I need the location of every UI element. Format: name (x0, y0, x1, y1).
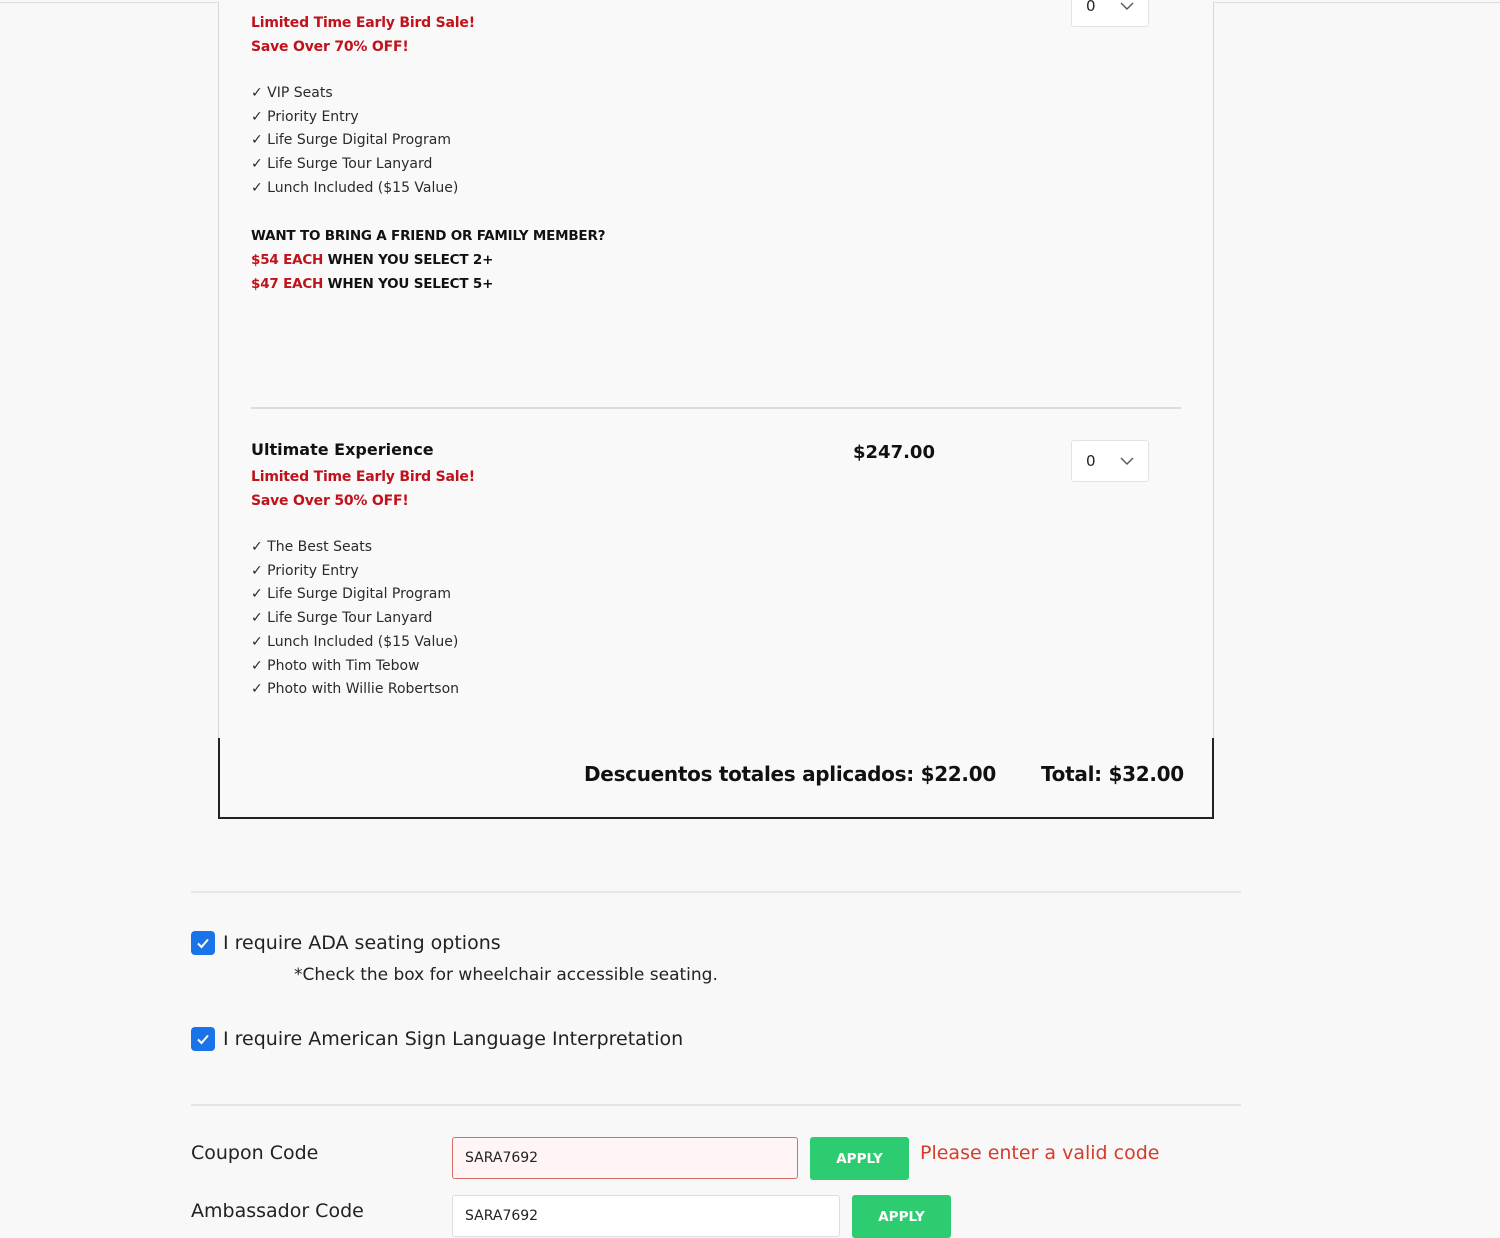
ambassador-code-label: Ambassador Code (191, 1200, 364, 1222)
perks-list (251, 536, 1181, 702)
perk-item: ✓ Lunch Included ($15 Value) (251, 179, 459, 196)
sale-banner-line1: Limited Time Early Bird Sale! (251, 15, 475, 31)
perk-item: ✓ Photo with Willie Robertson (251, 681, 460, 698)
ambassador-code-input[interactable] (452, 1195, 840, 1237)
perk-item: ✓ Life Surge Digital Program (251, 586, 452, 603)
perk-item: ✓ VIP Seats (251, 85, 333, 101)
asl-option[interactable] (191, 1027, 683, 1051)
ada-label: I require ADA seating options (223, 932, 501, 954)
ticket-panel (218, 2, 1214, 738)
promo-tier-1 (251, 248, 1181, 272)
promo-tier-2 (251, 272, 1181, 296)
section-divider (191, 891, 1241, 893)
promo-tier-2-text: WHEN YOU SELECT 5+ (323, 275, 494, 292)
chevron-down-icon (1120, 0, 1134, 13)
ticket-divider (251, 407, 1181, 409)
section-divider (191, 1104, 1241, 1106)
perk-item: ✓ Life Surge Tour Lanyard (251, 156, 433, 173)
sale-banner-line2: Save Over 70% OFF! (251, 39, 409, 55)
ada-checkbox[interactable] (191, 931, 215, 955)
checkmark-icon (195, 935, 211, 951)
total-discounts: Descuentos totales aplicados: $22.00 (584, 762, 996, 786)
checkmark-icon (195, 1031, 211, 1047)
quantity-select-vip[interactable] (1071, 0, 1149, 27)
coupon-error-message: Please enter a valid code (920, 1142, 1160, 1164)
perks-list (251, 82, 1181, 201)
promo-tier-1-text: WHEN YOU SELECT 2+ (323, 251, 494, 268)
coupon-code-input[interactable] (452, 1137, 798, 1179)
order-total: Total: $32.00 (1041, 762, 1184, 786)
perk-item: ✓ Priority Entry (251, 108, 359, 125)
quantity-select-ultimate[interactable] (1071, 440, 1149, 482)
ada-note: *Check the box for wheelchair accessible seating. (294, 965, 718, 985)
quantity-value: 0 (1086, 452, 1096, 470)
perk-item: ✓ The Best Seats (251, 539, 372, 555)
chevron-down-icon (1120, 454, 1134, 468)
perk-item: ✓ Lunch Included ($15 Value) (251, 633, 459, 650)
ticket-ultimate-experience (251, 440, 1181, 702)
perk-item: ✓ Life Surge Digital Program (251, 132, 452, 149)
perk-item: ✓ Photo with Tim Tebow (251, 657, 420, 674)
ticket-vip (251, 11, 1181, 296)
promo-tier-1-price: $54 EACH (251, 251, 324, 268)
promo-tier-2-price: $47 EACH (251, 275, 324, 292)
coupon-apply-button[interactable]: APPLY (810, 1137, 909, 1180)
quantity-value: 0 (1086, 0, 1096, 15)
asl-checkbox[interactable] (191, 1027, 215, 1051)
sale-banner-line1: Limited Time Early Bird Sale! (251, 469, 475, 485)
coupon-code-label: Coupon Code (191, 1142, 319, 1164)
perk-item: ✓ Life Surge Tour Lanyard (251, 610, 433, 627)
asl-label: I require American Sign Language Interpretation (223, 1028, 684, 1050)
ada-seating-option[interactable] (191, 931, 501, 955)
perk-item: ✓ Priority Entry (251, 562, 359, 579)
ticket-price: $247.00 (853, 442, 935, 463)
ambassador-apply-button[interactable]: APPLY (852, 1195, 951, 1238)
order-totals (218, 738, 1214, 819)
sale-banner-line2: Save Over 50% OFF! (251, 493, 409, 509)
group-promo (251, 224, 1181, 296)
promo-heading: WANT TO BRING A FRIEND OR FAMILY MEMBER? (251, 227, 606, 244)
ticket-name: Ultimate Experience (251, 440, 434, 459)
